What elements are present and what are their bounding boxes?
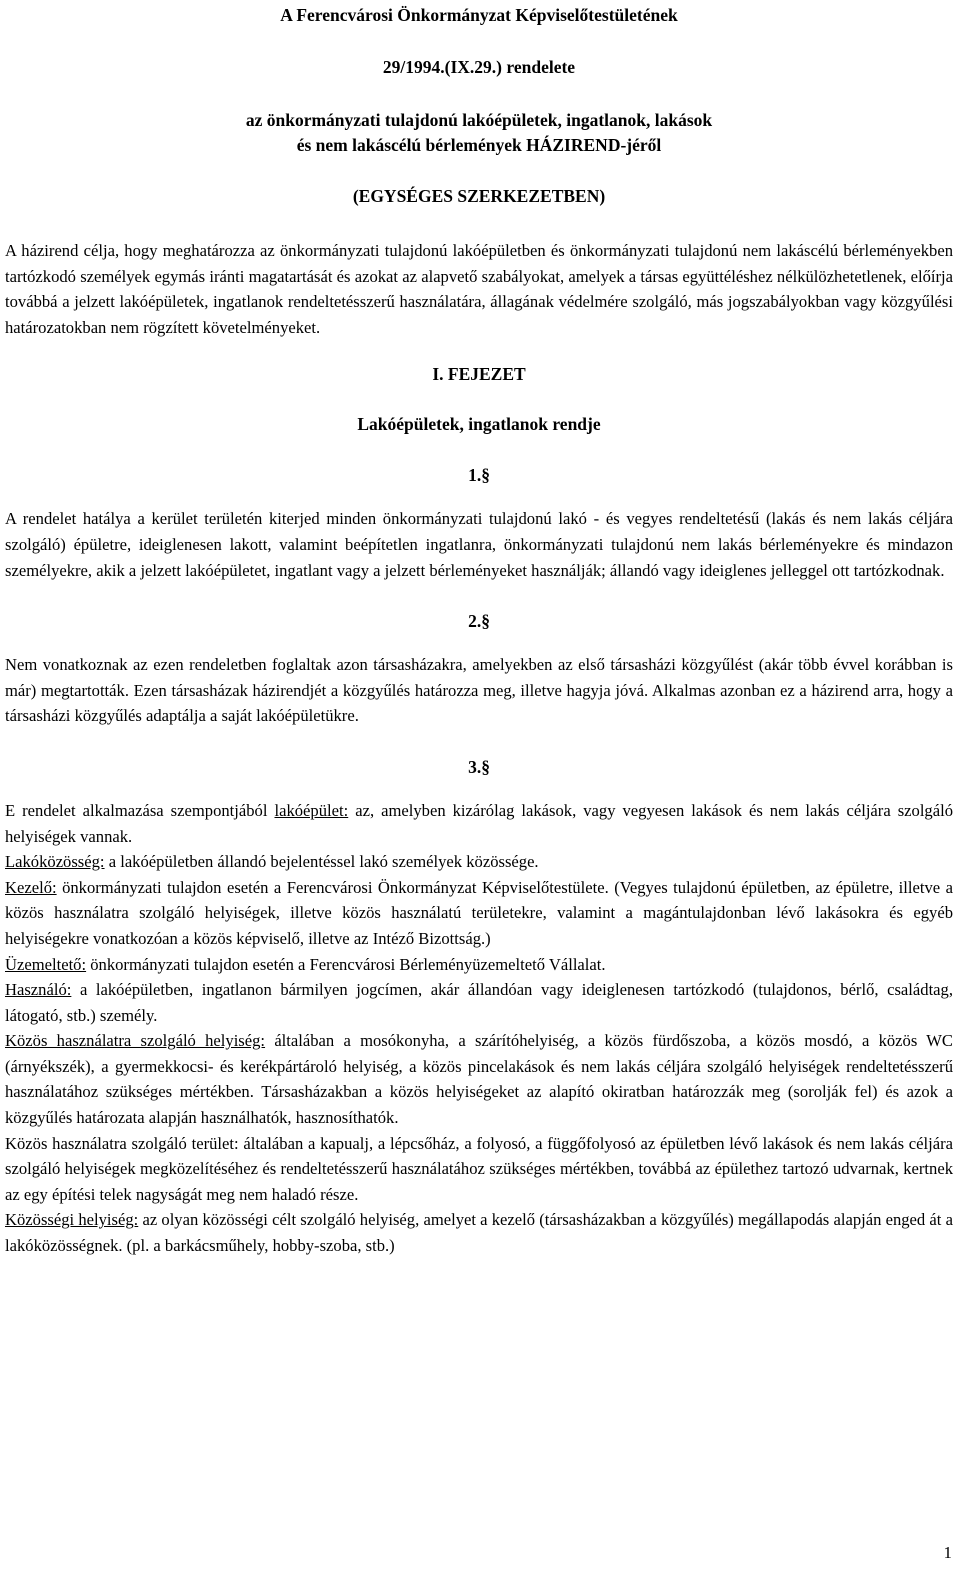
section-2-text: Nem vonatkoznak az ezen rendeletben foglaltak azon társasházakra, amelyekben az első társasházi közgyűlést (akár több évvel korábban is már) megtartották. Ezen társasházak házirendjét a közgyűlés határozza meg, illetve hagyja jóvá. Alkalmas azonban ez a házirend arra, hogy a társasházi közgyűlés adaptálja a saját lakóépületükre. [5,655,953,726]
chapter-title: Lakóépületek, ingatlanok rendje [357,414,601,435]
page-number: 1 [943,1543,952,1562]
definition-text: az olyan közösségi célt szolgáló helyiség, amelyet a kezelő (társasházakban a közgyűlés) megállapodás alapján enged át a lakóközösségnek. (pl. a barkácsműhely, hobby-szoba, stb.) [5,1210,953,1256]
definition-text: általában a mosókonyha, a szárítóhelyiség, a közös fürdőszoba, a közös mosdó, a közös WC (árnyékszék), a gyermekkocsi- és kerékpártároló helyiség, a közös pincelakások és nem lakás céljára szolgáló helyiségek rendeltetésszerű használatához szükséges mértékben. Társasházakban a közös helyiségeket az alapító okiratban határozzák meg (sorolják fel) és azok a közgyűlés határozata alapján használhatók, hasznosíthatók. [5,1031,953,1128]
definition-lakoepulet [5,798,953,849]
definition-term: Kezelő: [5,877,57,897]
definition-term: Közös használatra szolgáló helyiség: [5,1031,266,1051]
definition-term: lakóépület: [274,800,349,820]
definition-kozossegi-helyiseg [5,1207,953,1258]
definition-hasznalo [5,977,953,1028]
section-3-heading: 3.§ [468,756,490,777]
document-issuer: A Ferencvárosi Önkormányzat Képviselőtestületének [280,5,678,25]
definition-text: önkormányzati tulajdon esetén a Ferencvárosi Önkormányzat Képviselőtestülete. (Vegyes tulajdonú épületben, az épületre, illetve a közös használatra szolgáló helyiségek, illetve közös használatú területekre, valamint a magántulajdonban lévő lakásokra és egyéb helyiségekre vonatkozóan a közös képviselő, illetve az Intéző Bizottság.) [5,877,953,948]
definition-term: Üzemeltető: [5,954,87,974]
document-page [5,0,953,1259]
definition-text: a lakóépületben állandó bejelentéssel lakó személyek közössége. [104,852,539,872]
consolidated-label: (EGYSÉGES SZERKEZETBEN) [352,186,606,206]
section-1-text: A rendelet hatálya a kerület területén kiterjed minden önkormányzati tulajdonú lakó - és vegyes rendeltetésű (lakás és nem lakás céljára szolgáló) épületre, ideiglenesen lakott, valamint beépítetlen ingatlanra, önkormányzati tulajdonú nem lakás bérleményekre és mindazon személyekre, akik a jelzett lakóépületet, ingatlant vagy a jelzett bérleményeket használják; állandó vagy ideiglenes jelleggel ott tartózkodnak. [5,509,953,580]
definition-term: Lakóközösség: [5,852,105,872]
definition-kozos-terulet: Közös használatra szolgáló terület: általában a kapualj, a lépcsőház, a folyosó, a függőfolyosó az épületben lévő lakások és nem lakás céljára szolgáló helyiségek megközelítéséhez és rendeltetésszerű használatához szükséges mértékben, továbbá az épülethez tartozó udvarnak, kertnek az egy építési telek nagyságát meg nem haladó része. [5,1133,953,1204]
definition-kezelo [5,875,953,952]
definition-term: Használó: [5,980,72,1000]
decree-number: 29/1994.(IX.29.) rendelete [382,57,576,77]
definition-text: önkormányzati tulajdon esetén a Ferencvárosi Bérleményüzemeltető Vállalat. [86,954,606,974]
definition-lakoepulet-lead: E rendelet alkalmazása szempontjából [5,800,275,820]
section-1-heading: 1.§ [468,465,490,486]
decree-subject-line-1: az önkormányzati tulajdonú lakóépületek, ingatlanok, lakások [245,110,713,130]
definition-term: Közösségi helyiség: [5,1210,139,1230]
definition-text: a lakóépületben, ingatlanon bármilyen jogcímen, akár állandóan vagy ideiglenesen tartózkodó (tulajdonos, bérlő, családtag, látogató, stb.) személy. [5,980,953,1025]
decree-subject-line-2: és nem lakáscélú bérlemények HÁZIREND-jéről [296,135,662,155]
definition-uzemelteto [5,952,953,978]
chapter-number: I. FEJEZET [432,364,526,385]
definition-kozos-helyiseg [5,1028,953,1130]
intro-paragraph: A házirend célja, hogy meghatározza az önkormányzati tulajdonú lakóépületben és önkormányzati tulajdonú nem lakáscélú bérleményekben tartózkodó személyek egymás iránti magatartását és azokat az alapvető szabályokat, amelyek a társas együttéléshez nélkülözhetetlenek, előírja továbbá a jelzett lakóépületek, ingatlanok rendeltetésszerű használatára, állagának védelmére szolgáló, más jogszabályokban vagy közgyűlési határozatokban nem rögzített követelményeket. [5,241,953,337]
definition-text: az, amelyben kizárólag lakások, vagy vegyesen lakások és nem lakás céljára szolgáló helyiségek vannak. [5,800,953,846]
section-2-heading: 2.§ [468,611,490,632]
definition-lakokozosseg [5,849,953,875]
